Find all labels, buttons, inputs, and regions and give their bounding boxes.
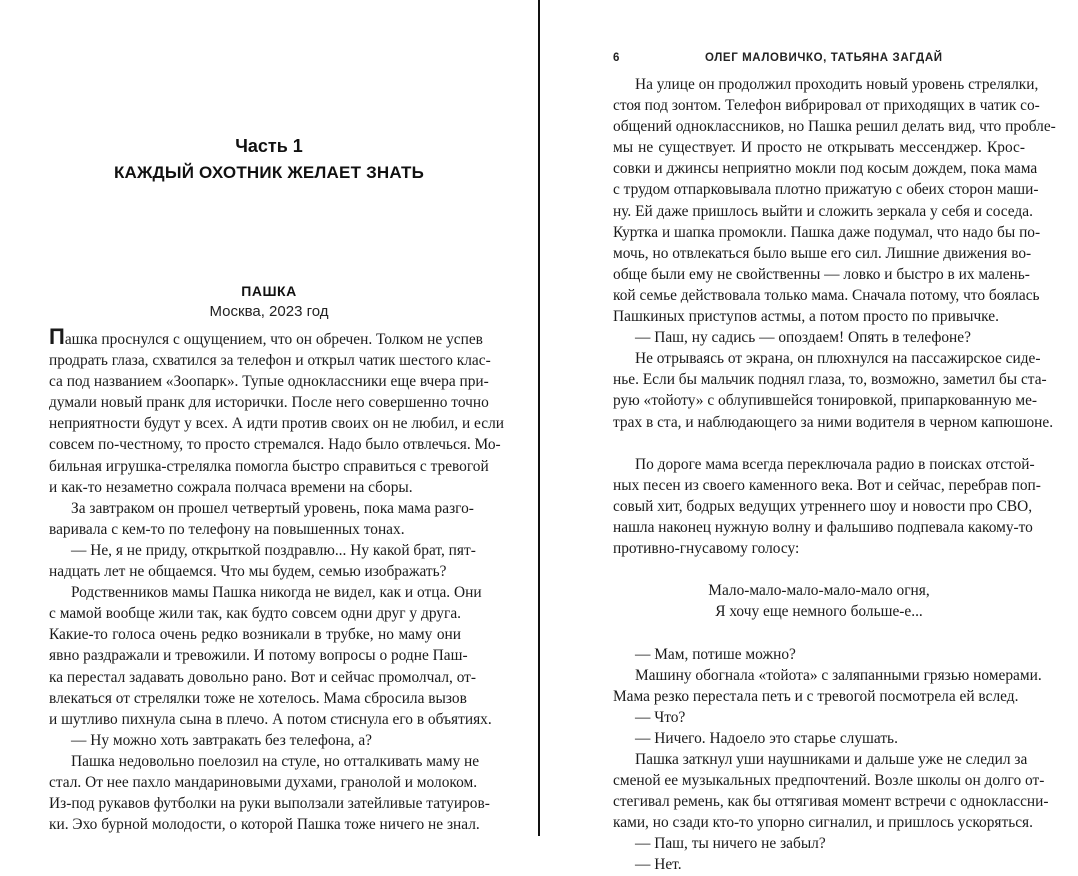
text-line: — Мам, потише можно? <box>635 645 796 663</box>
song-lyric-line: Я хочу еще немного больше-е... <box>715 603 923 621</box>
text-line: стал. От нее пахло мандариновыми духами, гранолой и молоком. <box>49 773 478 791</box>
verse-spacer <box>613 622 1025 643</box>
text-line: По дороге мама всегда переключала радио в поисках отстой- <box>635 455 1035 473</box>
text-line: противно-гнусавому голосу: <box>613 540 800 558</box>
text-line: кой семье действовала только мама. Сначала потому, что боялась <box>613 286 1040 304</box>
text-line: общений одноклассников, но Пашка решил делать вид, что пробле- <box>613 118 1056 136</box>
text-line: стегивал ремень, как бы оттягивая момент встречи с одноклассни- <box>613 793 1049 811</box>
text-line: Мама резко перестала петь и с тревогой посмотрела ей вслед. <box>613 687 1019 705</box>
text-line: — Не, я не приду, открыткой поздравлю... Ну какой брат, пят- <box>71 541 476 559</box>
text-line: мы не существует. И просто не открывать мессенджер. Крос- <box>613 139 1025 157</box>
right-body-text <box>613 74 1056 876</box>
part-title: КАЖДЫЙ ОХОТНИК ЖЕЛАЕТ ЗНАТЬ <box>113 163 425 182</box>
text-line: Родственников мамы Пашка никогда не видел, как и отца. Они <box>71 584 482 602</box>
text-line: и как-то незаметно сожрала полчаса времени на сборы. <box>49 478 413 496</box>
text-line: совсем по-честному, то просто стремался. Надо было отвлечься. Мо- <box>49 436 501 454</box>
drop-cap: П <box>49 324 65 349</box>
text-line: ну. Ей даже пришлось выйти и сложить зеркала у себя и соседа. <box>613 202 1033 220</box>
text-line: ками, но сзади кто-то упорно сигналил, и пришлось ускоряться. <box>613 814 1033 832</box>
text-line: нашла наконец нужную волну и фальшиво подпевала какому-то <box>613 518 1033 536</box>
song-lyric-line: Мало-мало-мало-мало-мало огня, <box>708 582 930 600</box>
text-line: рую «тойоту» с облупившейся тонировкой, припаркованную ме- <box>613 392 1038 410</box>
text-line: Какие-то голоса очень редко возникали в трубке, но маму они <box>49 626 461 644</box>
text-line: надцать лет не общаемся. Что мы будем, семью изображать? <box>49 563 447 581</box>
part-number: Часть 1 <box>235 136 303 156</box>
text-line: бильная игрушка-стрелялка помогла быстро справиться с тревогой <box>49 457 489 475</box>
text-line: Пашкиных приступов астмы, а потом просто по привычке. <box>613 308 999 326</box>
text-line: ных песен из своего каменного века. Вот и сейчас, перебрав поп- <box>613 476 1041 494</box>
page-number: 6 <box>613 52 620 64</box>
running-head-authors: ОЛЕГ МАЛОВИЧКО, ТАТЬЯНА ЗАГДАЙ <box>705 52 943 64</box>
text-line: Не отрываясь от экрана, он плюхнулся на пассажирское сиде- <box>635 350 1041 368</box>
text-line: мочь, но отвлекаться было выше его сил. Лишние движения во- <box>613 244 1032 262</box>
text-line: с мамой вообще жили так, как будто совсем одни друг у друга. <box>49 605 461 623</box>
text-line: неприятности будут у всех. А идти против своих он не любил, и если <box>49 415 504 433</box>
text-line: На улице он продолжил проходить новый уровень стрелялки, <box>635 76 1039 93</box>
text-line: обще были ему не свойственны — ловко и быстро в их малень- <box>613 265 1030 283</box>
book-spine-divider <box>538 0 540 836</box>
text-line: явно раздражали и тревожили. И потому вопросы о родне Паш- <box>49 647 468 665</box>
text-line: стоя под зонтом. Телефон вибрировал от приходящих в чатик со- <box>613 97 1040 115</box>
text-line: совый хит, бодрых ведущих утреннего шоу и новости про СВО, <box>613 497 1033 515</box>
text-line: Пашка проснулся с ощущением, что он обречен. Толком не успев <box>49 324 483 349</box>
text-line: трах в ста, и наблюдающего за ними водителя в черном капюшоне. <box>613 413 1054 431</box>
text-line: сменой ее музыкальных предпочтений. Возле школы он долго от- <box>613 772 1045 790</box>
chapter-title: ПАШКА <box>241 283 297 299</box>
text-line: варивала с кем-то по телефону на повышенных тонах. <box>49 520 405 538</box>
text-line: думали новый пранк для исторички. После него совершенно точно <box>49 394 489 412</box>
text-line: влекаться от стрелялки тоже не хотелось. Мама сбросила вызов <box>49 689 467 707</box>
text-line: совки и джинсы неприятно мокли под косым дождем, пока мама <box>613 160 1038 178</box>
text-line: Пашка недовольно поелозил на стуле, но отталкивать маму не <box>71 752 480 770</box>
text-line: ка перестал задавать довольно рано. Вот и сейчас промолчал, от- <box>49 668 477 686</box>
chapter-subtitle: Москва, 2023 год <box>209 303 329 320</box>
text-line: продрать глаза, схватился за телефон и открыл чатик шестого клас- <box>49 352 491 370</box>
text-line: — Что? <box>635 708 686 726</box>
text-line: — Паш, ну садись — опоздаем! Опять в телефоне? <box>635 329 971 347</box>
text-line: Куртка и шапка промокли. Пашка даже подумал, что надо бы по- <box>613 223 1041 241</box>
text-line: — Ничего. Надоело это старье слушать. <box>635 729 898 747</box>
left-body-text <box>49 324 504 835</box>
text-line: нье. Если бы мальчик поднял глаза, то, возможно, заметил бы ста- <box>613 371 1047 389</box>
text-line: — Нет. <box>635 856 682 874</box>
text-line: ки. Эхо бурной молодости, о которой Пашка тоже ничего не знал. <box>49 816 480 834</box>
text-line: с трудом отпарковывала плотно прижатую с обеих сторон маши- <box>613 181 1039 199</box>
section-break <box>613 433 1025 454</box>
text-line: Из-под рукавов футболки на руки выползали затейливые татуиров- <box>49 795 490 813</box>
text-line: — Ну можно хоть завтракать без телефона, а? <box>71 731 372 749</box>
text-line: — Паш, ты ничего не забыл? <box>635 835 826 853</box>
text-line: Пашка заткнул уши наушниками и дальше уже не следил за <box>635 751 1028 768</box>
text-line: Машину обогнала «тойота» с заляпанными грязью номерами. <box>635 666 1042 684</box>
left-page <box>0 0 538 836</box>
text-line: са под названием «Зоопарк». Тупые одноклассники еще вчера при- <box>49 373 489 391</box>
text-line: и шутливо пихнула сына в плечо. А потом стиснула его в объятиях. <box>49 710 492 728</box>
verse-spacer <box>613 559 1025 580</box>
text-line: За завтраком он прошел четвертый уровень, пока мама разго- <box>71 499 474 517</box>
